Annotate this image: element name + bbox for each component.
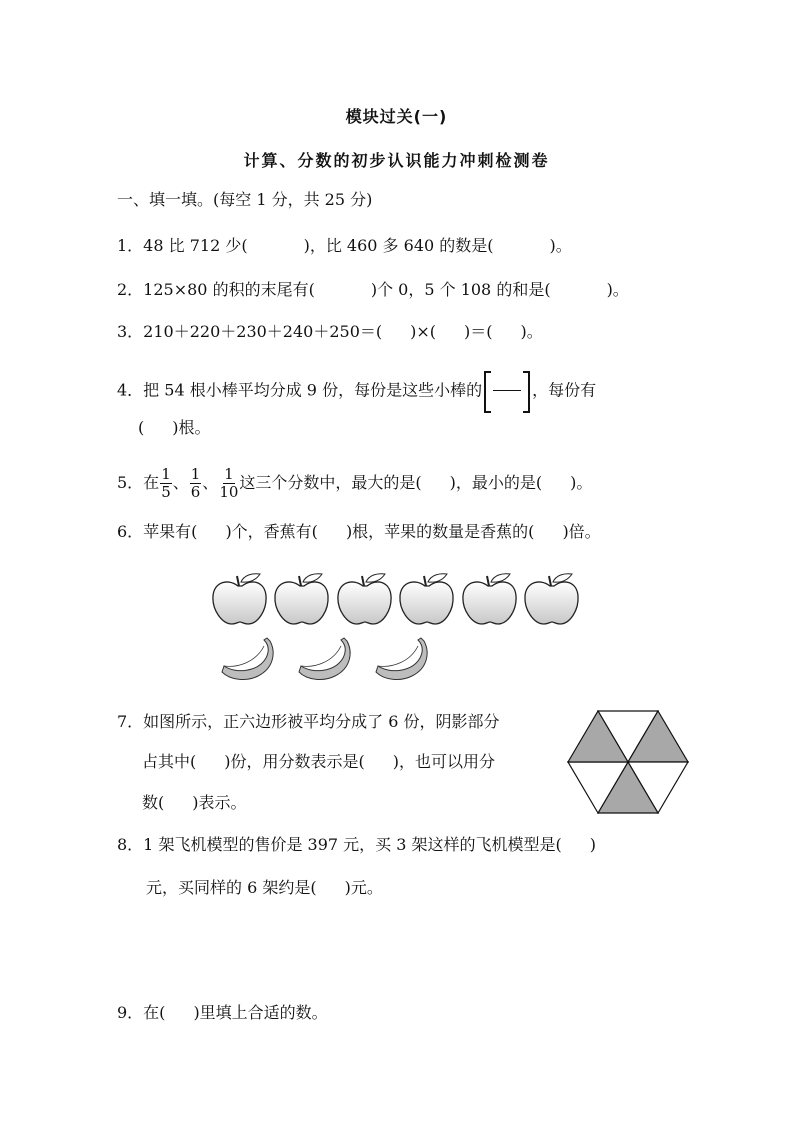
q4-text-a: 4．把 54 根小棒平均分成 9 份，每份是这些小棒的 <box>117 380 483 400</box>
question-8-cont <box>146 878 383 898</box>
q5-text-b: 这三个分数中，最大的是( <box>239 473 422 492</box>
q8-text-d: )元。 <box>344 878 383 897</box>
q2-text-c: )。 <box>606 280 629 299</box>
q6-text-d: )倍。 <box>562 522 601 541</box>
hexagon-figure <box>567 710 689 818</box>
separator: 、 <box>202 473 219 492</box>
q2-text-a: 2．125×80 的积的末尾有( <box>117 280 315 299</box>
q5-text-d: )。 <box>570 473 593 492</box>
q7-text-f: )表示。 <box>192 793 247 812</box>
question-3 <box>117 322 543 342</box>
right-bracket-icon <box>523 371 530 413</box>
q3-text-d: )。 <box>520 322 543 341</box>
section-heading: 一、填一填。(每空 1 分，共 25 分) <box>117 190 373 209</box>
page-title: 模块过关(一) <box>345 107 448 126</box>
question-5 <box>117 466 592 501</box>
q1-text-c: )。 <box>549 236 572 255</box>
q4-text-c: ( <box>138 418 145 437</box>
question-6 <box>117 522 601 542</box>
question-7-cont2 <box>142 793 247 813</box>
q8-text-a: 8．1 架飞机模型的售价是 397 元，买 3 架这样的飞机模型是( <box>117 835 562 854</box>
fraction-answer-box[interactable] <box>484 371 530 411</box>
question-7-cont <box>142 752 495 772</box>
apples-and-bananas-icon <box>210 570 590 685</box>
hexagon-icon <box>567 710 689 814</box>
question-8 <box>117 835 596 855</box>
q6-text-a: 6．苹果有( <box>117 522 198 541</box>
question-1 <box>117 236 572 256</box>
fraction-bar <box>493 390 521 391</box>
q9-text-b: )里填上合适的数。 <box>193 1003 328 1022</box>
q5-text-c: )，最小的是( <box>449 473 543 492</box>
q7-text-a: 7．如图所示，正六边形被平均分成了 6 份，阴影部分 <box>117 712 500 731</box>
q7-text-b: 占其中( <box>142 752 197 771</box>
fraction-1-10: $\frac{1}{10}$ <box>219 465 239 501</box>
q3-text-b: )×( <box>410 322 437 341</box>
q9-text-a: 9．在( <box>117 1003 166 1022</box>
q2-text-b: )个 0，5 个 108 的和是( <box>370 280 551 299</box>
q7-text-e: 数( <box>142 793 165 812</box>
q6-text-b: )个，香蕉有( <box>225 522 318 541</box>
q7-text-c: )份，用分数表示是( <box>224 752 365 771</box>
q8-text-b: ) <box>589 835 597 854</box>
fraction-1-6: $\frac{1}{6}$ <box>190 465 201 501</box>
question-4 <box>117 371 596 411</box>
question-2 <box>117 280 629 300</box>
q5-text-a: 5．在 <box>117 473 160 492</box>
q8-text-c: 元，买同样的 6 架约是( <box>146 878 317 897</box>
question-4-cont <box>138 418 211 438</box>
q3-text-c: )＝( <box>464 322 493 341</box>
page-subtitle: 计算、分数的初步认识能力冲刺检测卷 <box>243 151 550 170</box>
separator: 、 <box>172 473 189 492</box>
q6-text-c: )根，苹果的数量是香蕉的( <box>345 522 535 541</box>
left-bracket-icon <box>484 371 491 413</box>
q4-text-d: )根。 <box>172 418 211 437</box>
q1-text-a: 1．48 比 712 少( <box>117 236 248 255</box>
q1-text-b: )，比 460 多 640 的数是( <box>303 236 494 255</box>
fraction-1-5: $\frac{1}{5}$ <box>161 465 171 501</box>
question-9 <box>117 1003 328 1023</box>
fruit-figure <box>210 570 590 689</box>
q3-text-a: 3．210＋220＋230＋240＋250＝( <box>117 322 383 341</box>
question-7 <box>117 712 500 732</box>
q7-text-d: )，也可以用分 <box>392 752 495 771</box>
q4-text-b: ，每份有 <box>532 380 597 400</box>
